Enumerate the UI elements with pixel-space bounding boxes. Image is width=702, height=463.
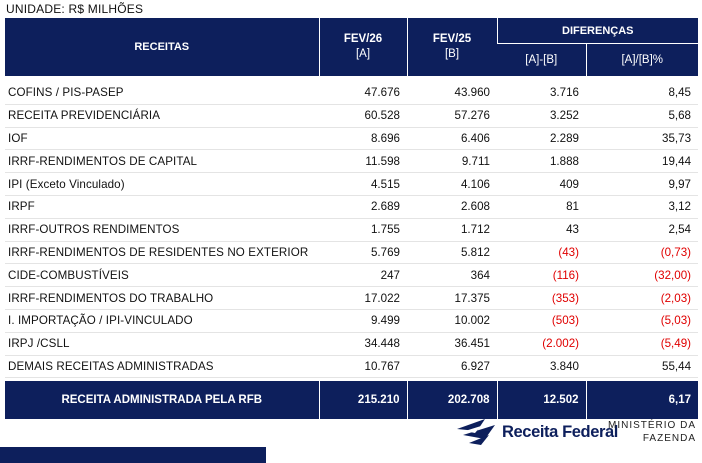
header-fev25 bbox=[407, 18, 497, 76]
header-diferencas: DIFERENÇAS bbox=[497, 18, 698, 44]
value-diff-abs: (2.002) bbox=[497, 332, 586, 355]
value-fev25: 1.712 bbox=[407, 218, 497, 241]
header-diff-abs: [A]-[B] bbox=[497, 44, 586, 77]
value-fev25: 17.375 bbox=[407, 287, 497, 310]
value-fev26: 2.689 bbox=[319, 195, 407, 218]
value-diff-pct: (5,49) bbox=[586, 332, 698, 355]
value-diff-abs: 2.289 bbox=[497, 127, 586, 150]
value-diff-abs: 409 bbox=[497, 173, 586, 196]
table-row bbox=[5, 287, 698, 310]
table-body bbox=[5, 76, 698, 378]
value-fev25: 4.106 bbox=[407, 173, 497, 196]
value-diff-pct: 9,97 bbox=[586, 173, 698, 196]
revenue-name: CIDE-COMBUSTÍVEIS bbox=[5, 264, 319, 287]
value-diff-pct: 5,68 bbox=[586, 104, 698, 127]
value-fev25: 43.960 bbox=[407, 82, 497, 104]
value-diff-pct: 35,73 bbox=[586, 127, 698, 150]
ministry-label bbox=[600, 419, 696, 445]
value-diff-pct: (2,03) bbox=[586, 287, 698, 310]
revenue-name: IRPJ /CSLL bbox=[5, 332, 319, 355]
value-diff-abs: (116) bbox=[497, 264, 586, 287]
table-row bbox=[5, 309, 698, 332]
value-fev26: 10.767 bbox=[319, 355, 407, 378]
value-fev25: 10.002 bbox=[407, 309, 497, 332]
revenue-name: IRRF-OUTROS RENDIMENTOS bbox=[5, 218, 319, 241]
header-fev26-label: FEV/26 bbox=[343, 33, 383, 45]
value-diff-abs: (43) bbox=[497, 241, 586, 264]
header-fev26 bbox=[319, 18, 407, 76]
value-fev26: 60.528 bbox=[319, 104, 407, 127]
revenue-name: COFINS / PIS-PASEP bbox=[5, 82, 319, 104]
value-fev25: 364 bbox=[407, 264, 497, 287]
value-fev25: 57.276 bbox=[407, 104, 497, 127]
header-fev25-label: FEV/25 bbox=[432, 33, 472, 45]
revenue-name: RECEITA PREVIDENCIÁRIA bbox=[5, 104, 319, 127]
ministry-line1: MINISTÉRIO DA bbox=[607, 420, 696, 431]
value-fev26: 9.499 bbox=[319, 309, 407, 332]
receita-federal-seal-icon bbox=[455, 417, 499, 447]
value-diff-abs: (503) bbox=[497, 309, 586, 332]
receita-federal-logo bbox=[455, 417, 618, 447]
table-row bbox=[5, 264, 698, 287]
total-row bbox=[5, 381, 698, 419]
table-row bbox=[5, 104, 698, 127]
value-fev26: 8.696 bbox=[319, 127, 407, 150]
table-row bbox=[5, 332, 698, 355]
table-row bbox=[5, 82, 698, 104]
value-fev25: 5.812 bbox=[407, 241, 497, 264]
value-diff-abs: 3.716 bbox=[497, 82, 586, 104]
revenue-name: IRPF bbox=[5, 195, 319, 218]
revenue-name: DEMAIS RECEITAS ADMINISTRADAS bbox=[5, 355, 319, 378]
total-diff-abs: 12.502 bbox=[497, 381, 586, 419]
value-diff-pct: (32,00) bbox=[586, 264, 698, 287]
value-fev26: 5.769 bbox=[319, 241, 407, 264]
revenue-name: IRRF-RENDIMENTOS DO TRABALHO bbox=[5, 287, 319, 310]
value-fev25: 6.927 bbox=[407, 355, 497, 378]
value-fev26: 11.598 bbox=[319, 150, 407, 173]
value-diff-pct: 3,12 bbox=[586, 195, 698, 218]
table-row bbox=[5, 355, 698, 378]
value-fev26: 247 bbox=[319, 264, 407, 287]
header-receitas: RECEITAS bbox=[5, 18, 319, 76]
footer-bar bbox=[0, 447, 266, 463]
header-fev25-code: [B] bbox=[444, 48, 460, 60]
total-fev25: 202.708 bbox=[407, 381, 497, 419]
value-diff-pct: (0,73) bbox=[586, 241, 698, 264]
table-row bbox=[5, 195, 698, 218]
value-diff-abs: (353) bbox=[497, 287, 586, 310]
total-diff-pct: 6,17 bbox=[586, 381, 698, 419]
value-diff-abs: 43 bbox=[497, 218, 586, 241]
revenue-name: IPI (Exceto Vinculado) bbox=[5, 173, 319, 196]
logo-text: Receita Federal bbox=[502, 422, 618, 441]
value-fev26: 34.448 bbox=[319, 332, 407, 355]
value-fev26: 17.022 bbox=[319, 287, 407, 310]
value-diff-pct: 19,44 bbox=[586, 150, 698, 173]
revenue-name: IRRF-RENDIMENTOS DE RESIDENTES NO EXTERIOR bbox=[5, 241, 319, 264]
value-diff-abs: 1.888 bbox=[497, 150, 586, 173]
revenue-name: IOF bbox=[5, 127, 319, 150]
value-diff-abs: 3.252 bbox=[497, 104, 586, 127]
value-fev25: 36.451 bbox=[407, 332, 497, 355]
value-diff-pct: 2,54 bbox=[586, 218, 698, 241]
table-row bbox=[5, 241, 698, 264]
total-fev26: 215.210 bbox=[319, 381, 407, 419]
table-row bbox=[5, 173, 698, 196]
value-fev25: 2.608 bbox=[407, 195, 497, 218]
unit-label: UNIDADE: R$ MILHÕES bbox=[6, 2, 144, 16]
value-fev25: 9.711 bbox=[407, 150, 497, 173]
value-diff-pct: 55,44 bbox=[586, 355, 698, 378]
value-diff-abs: 81 bbox=[497, 195, 586, 218]
table-row bbox=[5, 127, 698, 150]
value-diff-pct: (5,03) bbox=[586, 309, 698, 332]
revenue-name: I. IMPORTAÇÃO / IPI-VINCULADO bbox=[5, 309, 319, 332]
value-diff-abs: 3.840 bbox=[497, 355, 586, 378]
value-fev26: 4.515 bbox=[319, 173, 407, 196]
value-fev26: 47.676 bbox=[319, 82, 407, 104]
value-fev25: 6.406 bbox=[407, 127, 497, 150]
revenue-name: IRRF-RENDIMENTOS DE CAPITAL bbox=[5, 150, 319, 173]
ministry-line2: FAZENDA bbox=[642, 433, 696, 444]
table-row bbox=[5, 218, 698, 241]
revenue-table bbox=[5, 18, 698, 419]
value-diff-pct: 8,45 bbox=[586, 82, 698, 104]
header-diff-pct: [A]/[B]% bbox=[586, 44, 698, 77]
header-fev26-code: [A] bbox=[355, 48, 371, 60]
value-fev26: 1.755 bbox=[319, 218, 407, 241]
table-row bbox=[5, 150, 698, 173]
total-label: RECEITA ADMINISTRADA PELA RFB bbox=[5, 381, 319, 419]
